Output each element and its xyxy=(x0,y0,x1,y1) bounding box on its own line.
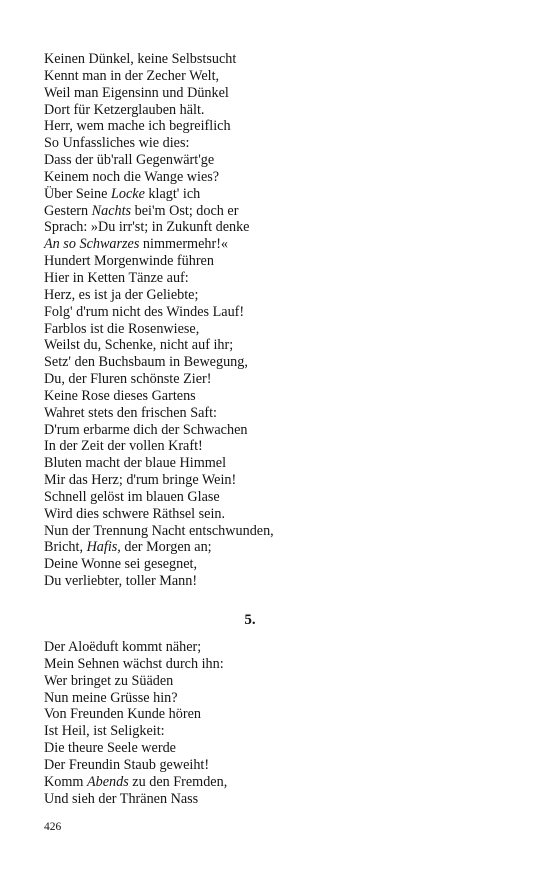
line-text: Weilst du, Schenke, nicht auf ihr; xyxy=(44,337,234,354)
poem-line xyxy=(44,152,514,169)
line-text: bei'm Ost; doch er xyxy=(131,202,239,219)
line-text: Bluten macht der blaue Himmel xyxy=(44,455,227,472)
line-text: klagt' ich xyxy=(144,185,201,202)
line-text: Die theure Seele werde xyxy=(44,740,176,757)
line-text-italic: Locke xyxy=(110,185,145,202)
poem-line xyxy=(44,472,514,489)
poem-line xyxy=(44,270,514,287)
line-text: Nun meine Grüsse hin? xyxy=(44,689,178,706)
line-text: Kennt man in der Zecher Welt, xyxy=(44,67,220,84)
line-text: Herz, es ist ja der Geliebte; xyxy=(44,286,199,303)
line-text: Hier in Ketten Tänze auf: xyxy=(44,269,189,286)
line-text: Herr, wem mache ich begreiflich xyxy=(44,118,231,135)
poem-line xyxy=(44,186,514,203)
line-text-italic: Hafis, xyxy=(86,539,121,556)
poem-line xyxy=(44,791,514,808)
line-text: Über Seine xyxy=(44,185,111,202)
poem-line xyxy=(44,304,514,321)
poem-line xyxy=(44,337,514,354)
poem-line xyxy=(44,506,514,523)
line-text: Komm xyxy=(44,773,87,790)
poem-line xyxy=(44,673,514,690)
line-text: Folg' d'rum nicht des Windes Lauf! xyxy=(44,303,245,320)
poem-line xyxy=(44,706,514,723)
poem-line xyxy=(44,523,514,540)
poem-line xyxy=(44,287,514,304)
line-text: Deine Wonne sei gesegnet, xyxy=(44,556,198,573)
line-text: Du, der Fluren schönste Zier! xyxy=(44,371,212,388)
line-text: In der Zeit der vollen Kraft! xyxy=(44,438,203,455)
line-text: der Morgen an; xyxy=(120,539,212,556)
poem-line xyxy=(44,539,514,556)
line-text: Sprach: »Du irr'st; in Zukunft denke xyxy=(44,219,250,236)
line-text: zu den Fremden, xyxy=(128,773,228,790)
poem-stanza-upper xyxy=(44,51,514,590)
poem-line xyxy=(44,757,514,774)
line-text: Du verliebter, toller Mann! xyxy=(44,573,198,590)
line-text: Wahret stets den frischen Saft: xyxy=(44,404,217,421)
line-text: Wird dies schwere Räthsel sein. xyxy=(44,505,226,522)
line-text: nimmermehr!« xyxy=(139,236,229,253)
line-text: Keine Rose dieses Gartens xyxy=(44,387,196,404)
line-text: Nun der Trennung Nacht entschwunden, xyxy=(44,522,274,539)
line-text: D'rum erbarme dich der Schwachen xyxy=(44,421,248,438)
poem-line xyxy=(44,51,514,68)
poem-line xyxy=(44,774,514,791)
line-text: Von Freunden Kunde hören xyxy=(44,706,201,723)
poem-line xyxy=(44,321,514,338)
poem-line xyxy=(44,371,514,388)
line-text-italic: Nachts xyxy=(91,202,132,219)
line-text: Mir das Herz; d'rum bringe Wein! xyxy=(44,472,237,489)
poem-line xyxy=(44,455,514,472)
line-text: Keinen Dünkel, keine Selbstsucht xyxy=(44,51,237,67)
poem-line xyxy=(44,135,514,152)
line-text: Wer bringet zu Süäden xyxy=(44,672,174,689)
line-text: So Unfassliches wie dies: xyxy=(44,135,190,152)
poem-line xyxy=(44,723,514,740)
poem-line xyxy=(44,740,514,757)
line-text: Farblos ist die Rosenwiese, xyxy=(44,320,200,337)
page-number: 426 xyxy=(44,821,62,833)
line-text: Der Aloëduft kommt näher; xyxy=(44,639,202,655)
poem-line xyxy=(44,118,514,135)
line-text: Mein Sehnen wächst durch ihn: xyxy=(44,655,224,672)
poem-line xyxy=(44,253,514,270)
poem-line xyxy=(44,639,514,656)
poem-line xyxy=(44,68,514,85)
poem-line xyxy=(44,85,514,102)
line-text: Setz' den Buchsbaum in Bewegung, xyxy=(44,354,248,371)
line-text: Keinem noch die Wange wies? xyxy=(44,168,220,185)
poem-line xyxy=(44,219,514,236)
line-text: Hundert Morgenwinde führen xyxy=(44,253,214,270)
line-text: Dass der üb'rall Gegenwärt'ge xyxy=(44,152,215,169)
line-text: Und sieh der Thränen Nass xyxy=(44,790,199,807)
poem-line xyxy=(44,388,514,405)
line-text: Dort für Ketzerglauben hält. xyxy=(44,101,205,118)
line-text-italic: Abends xyxy=(86,773,129,790)
line-text: Der Freundin Staub geweiht! xyxy=(44,756,210,773)
poem-line xyxy=(44,405,514,422)
poem-stanza-lower xyxy=(44,639,514,807)
poem-line xyxy=(44,422,514,439)
poem-line xyxy=(44,573,514,590)
line-text: Bricht, xyxy=(44,539,87,556)
poem-line xyxy=(44,438,514,455)
poem-line xyxy=(44,169,514,186)
poem-line xyxy=(44,656,514,673)
poem-line xyxy=(44,556,514,573)
section-number: 5. xyxy=(244,612,256,628)
poem-line xyxy=(44,203,514,220)
poem-line xyxy=(44,489,514,506)
poem-line xyxy=(44,236,514,253)
poem-line xyxy=(44,690,514,707)
poem-line xyxy=(44,354,514,371)
line-text: Weil man Eigensinn und Dünkel xyxy=(44,84,229,101)
line-text-italic: An so Schwarzes xyxy=(44,236,140,253)
line-text: Schnell gelöst im blauen Glase xyxy=(44,488,220,505)
line-text: Gestern xyxy=(44,202,92,219)
line-text: Ist Heil, ist Seligkeit: xyxy=(44,723,165,740)
poem-line xyxy=(44,102,514,119)
